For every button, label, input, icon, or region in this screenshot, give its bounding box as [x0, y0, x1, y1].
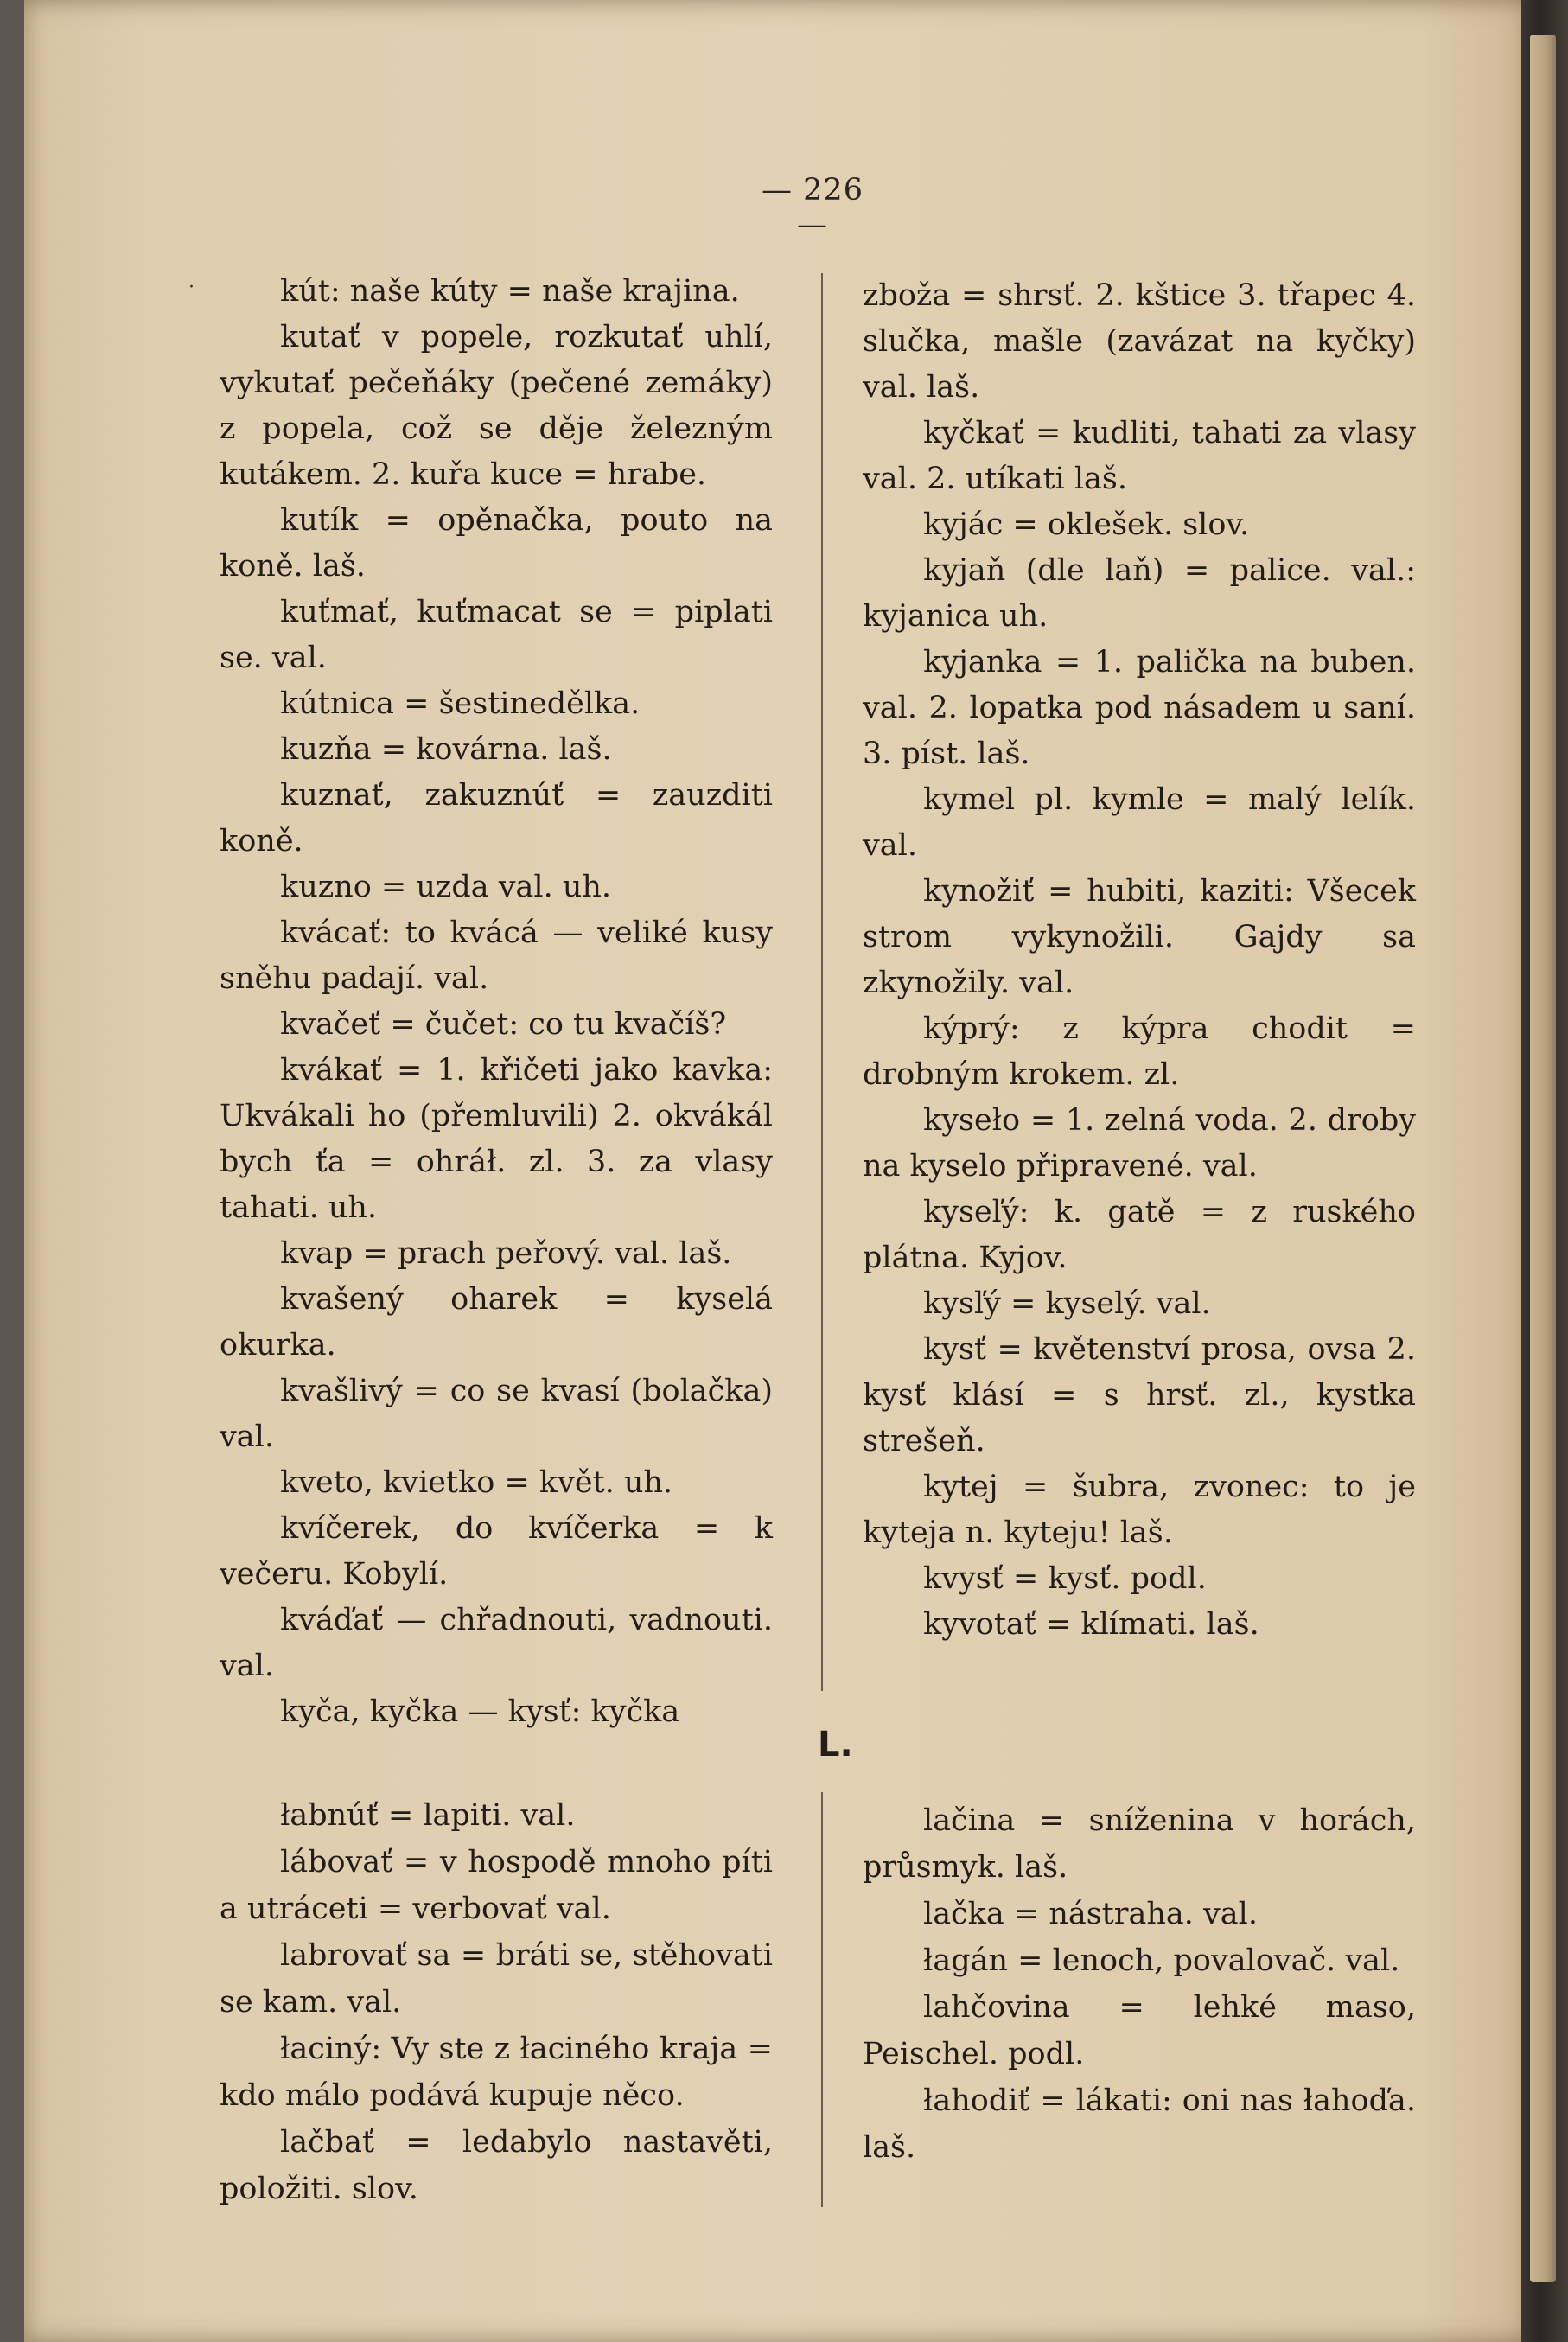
dictionary-entry: kvysť = kysť. podl. — [923, 1561, 1207, 1596]
dictionary-entry: lačbať = ledabylo nastavěti, položiti. slov. — [220, 2125, 773, 2206]
page-number: — 226 — — [762, 173, 864, 242]
dictionary-entry: kuzňa = kovárna. laš. — [280, 732, 612, 767]
dictionary-entry: kyjanka = 1. palička na buben. val. 2. lopatka pod násadem u saní. 3. píst. laš. — [863, 645, 1416, 771]
column-divider — [821, 1792, 823, 2207]
dictionary-entry: łagán = lenoch, povalovač. val. — [923, 1943, 1400, 1978]
dictionary-entry: labrovať sa = bráti se, stěhovati se kam. val. — [220, 1938, 773, 2020]
section-heading: L. — [818, 1725, 853, 1764]
dictionary-entry: kút: naše kúty = naše krajina. — [280, 274, 740, 309]
dictionary-entry: kútnica = šestinedělka. — [280, 686, 641, 721]
dictionary-entry: kveto, kvietko = květ. uh. — [280, 1465, 673, 1500]
dictionary-entry: kutík = opěnačka, pouto na koně. laš. — [220, 503, 773, 584]
dictionary-entry: zboža = shrsť. 2. kštice 3. třapec 4. slučka, mašle (zavázat na kyčky) val. laš. — [863, 278, 1416, 405]
dictionary-entry: kvap = prach peřový. val. laš. — [280, 1236, 732, 1271]
dictionary-entry: lahčovina = lehké maso, Peischel. podl. — [863, 1990, 1416, 2071]
dictionary-entry: kuťmať, kuťmacat se = piplati se. val. — [220, 595, 773, 675]
dictionary-entry: łabnúť = lapiti. val. — [280, 1798, 576, 1833]
left-column-bottom — [220, 1792, 773, 2212]
dictionary-entry: kyseło = 1. zelná voda. 2. droby na kyselo připravené. val. — [863, 1103, 1416, 1184]
dictionary-entry: kuznať, zakuznúť = zauzditi koně. — [220, 778, 773, 858]
dictionary-entry: kyjác = oklešek. slov. — [923, 507, 1250, 542]
left-column-top — [220, 269, 773, 1735]
dictionary-entry: kutať v popele, rozkutať uhlí, vykutať pečeňáky (pečené zemáky) z popela, což se děje železným kutákem. 2. kuřa kuce = hrabe. — [220, 320, 773, 492]
dictionary-entry: kyča, kyčka — kysť: kyčka — [280, 1694, 680, 1729]
dictionary-entry: kvačeť = čučet: co tu kvačíš? — [280, 1007, 727, 1042]
dictionary-entry: łahodiť = lákati: oni nas łahoďa. laš. — [863, 2084, 1416, 2165]
margin-mark: · — [188, 277, 194, 298]
dictionary-entry: lábovať = v hospodě mnoho píti a utráceti = verbovať val. — [220, 1845, 773, 1926]
dictionary-entry: kvašený oharek = kyselá okurka. — [220, 1282, 773, 1362]
dictionary-entry: kyseľý: k. gatě = z ruského plátna. Kyjov. — [863, 1195, 1416, 1275]
dictionary-entry: kytej = šubra, zvonec: to je kyteja n. kyteju! laš. — [863, 1470, 1416, 1550]
dictionary-entry: kyvotať = klímati. laš. — [923, 1607, 1259, 1642]
dictionary-entry: kysľý = kyselý. val. — [923, 1286, 1211, 1321]
dictionary-entry: kváďať — chřadnouti, vadnouti. val. — [220, 1603, 773, 1683]
dictionary-entry: kvašlivý = co se kvasí (bolačka) val. — [220, 1374, 773, 1454]
dictionary-entry: lačina = sníženina v horách, průsmyk. laš. — [863, 1803, 1416, 1885]
dictionary-entry: lačka = nástraha. val. — [923, 1897, 1258, 1931]
dictionary-entry: kvákať = 1. křičeti jako kavka: Ukvákali ho (přemluvili) 2. okvákál bych ťa = ohráł. zl. 3. za vlasy tahati. uh. — [220, 1053, 773, 1225]
right-column-bottom — [863, 1797, 1416, 2171]
dictionary-entry: kvíčerek, do kvíčerka = k večeru. Kobylí. — [220, 1511, 773, 1592]
dictionary-entry: kymel pl. kymle = malý lelík. val. — [863, 782, 1416, 863]
dictionary-entry: kuzno = uzda val. uh. — [280, 870, 612, 904]
book-spine-edge — [1521, 0, 1568, 2342]
right-column-top — [863, 273, 1416, 1648]
dictionary-entry: kyčkať = kudliti, tahati za vlasy val. 2. utíkati laš. — [863, 416, 1416, 496]
column-divider — [821, 273, 823, 1691]
dictionary-entry: kýprý: z kýpra chodit = drobným krokem. zl. — [863, 1011, 1416, 1092]
dictionary-entry: kyjaň (dle laň) = palice. val.: kyjanica uh. — [863, 553, 1416, 634]
dictionary-entry: kváсať: to kvácá — veliké kusy sněhu padají. val. — [220, 916, 773, 996]
dictionary-entry: łaciný: Vy ste z łaciného kraja = kdo málo podává kupuje něco. — [220, 2032, 773, 2113]
dictionary-entry: kysť = květenství prosa, ovsa 2. kysť klásí = s hrsť. zl., kystka strešeň. — [863, 1332, 1416, 1458]
dictionary-entry: kynožiť = hubiti, kaziti: Všecek strom vykynožili. Gajdy sa zkynožily. val. — [863, 874, 1416, 1000]
